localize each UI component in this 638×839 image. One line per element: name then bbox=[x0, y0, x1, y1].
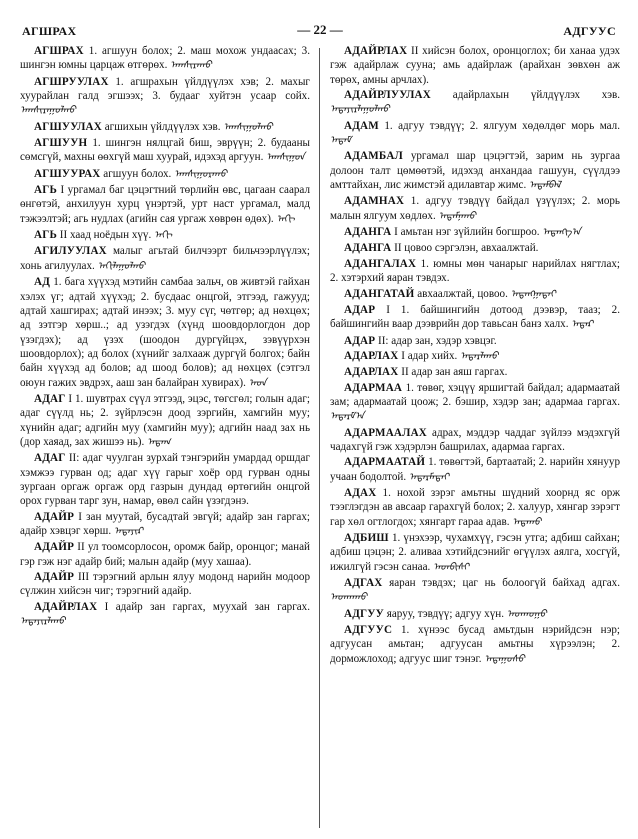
mongolian-script-form: ᠠᠳᠠᠩᠭ᠎ᠠ bbox=[542, 227, 581, 239]
mongolian-script-form: ᠠᠳᠠᠬᠤ bbox=[512, 516, 542, 528]
entry-definition: II адар зан аяш гаргах. bbox=[401, 366, 508, 379]
entry-definition: II цовоо сэргэлэн, авхаалжтай. bbox=[394, 242, 539, 255]
entry-headword: АДАМБАЛ bbox=[344, 150, 403, 163]
entry-headword: АДАЙРЛАХ bbox=[34, 600, 98, 613]
entry-headword: АДАГ bbox=[34, 452, 66, 465]
entry-definition: II: адаг чуулган зурхай тэнгэрийн умардад оршдаг хэмжээ гурван од; адаг хүү гарыг хоёр орд гурван одны зургаан оргаж оргаж орд газрын дундад өртөгийн онцгой орох гурван тарг зун, намар, өвөл сайн үзэгдэнэ. bbox=[20, 452, 310, 508]
mongolian-script-form: ᠠᠭᠰᠢᠭᠤᠨ bbox=[266, 152, 305, 164]
mongolian-script-form: ᠠᠳᠠᠷ bbox=[571, 319, 594, 331]
entry-definition: малыг агьтай билчээрт бильчээрлүүлэх; хонь агилуулах. bbox=[20, 245, 310, 272]
dictionary-entry bbox=[20, 167, 310, 182]
mongolian-script-form: ᠠᠳᠠᠭ bbox=[147, 436, 171, 448]
entry-definition: агшихын үйлдүүлэх хэв. bbox=[104, 120, 221, 133]
mongolian-script-form: ᠠᠳᠠᠷᠯᠠᠬᠤ bbox=[460, 350, 499, 362]
dictionary-entry bbox=[20, 540, 310, 569]
dictionary-entry bbox=[330, 426, 620, 455]
mongolian-script-form: ᠠᠳᠬᠠᠬᠤ bbox=[330, 592, 367, 604]
page-header bbox=[0, 0, 638, 42]
entry-headword: АДАЙРЛАХ bbox=[344, 45, 408, 57]
entry-definition: 1. шингэн нялцгай биш, эврүүн; 2. будааны сөмсгүй, махны өөхгүй маш хуурай, идэхэд аргуун. bbox=[20, 137, 310, 164]
entry-definition: II хаад ноёдын хүү. bbox=[59, 229, 152, 242]
dictionary-entry bbox=[20, 120, 310, 135]
entry-headword: АДАНГА bbox=[344, 242, 392, 255]
right-column bbox=[330, 44, 620, 832]
mongolian-script-form: ᠠᠭᠰᠢᠭᠤᠷᠠᠬᠤ bbox=[174, 168, 227, 180]
entry-headword: АДГАХ bbox=[344, 577, 383, 590]
entry-headword: АДАМ bbox=[344, 119, 379, 132]
entry-headword: АДАХ bbox=[344, 486, 377, 499]
dictionary-entry bbox=[330, 241, 620, 255]
dictionary-entry bbox=[20, 600, 310, 630]
entry-headword: АД bbox=[34, 276, 51, 289]
dictionary-entry bbox=[330, 381, 620, 425]
dictionary-entry bbox=[330, 455, 620, 485]
entry-definition: I амьтан нэг зүйлийн богшроо. bbox=[394, 226, 540, 239]
mongolian-script-form: ᠠᠭᠰᠢᠭᠤᠯᠬᠤ bbox=[223, 121, 273, 133]
entry-definition: I адар хийх. bbox=[401, 349, 458, 362]
entry-headword: АДАНГАЛАХ bbox=[344, 257, 417, 270]
entry-headword: АДАРМАА bbox=[344, 381, 403, 394]
dictionary-entry bbox=[330, 44, 620, 87]
entry-definition: 1. агшрахын үйлдүүлэх хэв; 2. махыг хуурайлан галд эгшээх; 3. будааг хуйтэн усаар сойх. bbox=[20, 75, 310, 103]
entry-definition: 1. хүнээс бусад амьтдын нэрийдсэн нэр; адгуусан амьтан; адгуусан амьтны хүрээлэн; 2. дорможлоход; адгуус шиг тэнэг. bbox=[330, 624, 620, 665]
dictionary-entry bbox=[330, 365, 620, 379]
dictionary-entry bbox=[20, 244, 310, 274]
dictionary-entry bbox=[330, 349, 620, 364]
mongolian-script-form: ᠠᠳᠪᠢᠰᠢ bbox=[433, 561, 470, 573]
entry-headword: АДАМНАХ bbox=[344, 195, 405, 208]
page-number: — 22 — bbox=[297, 22, 343, 37]
entry-definition: 1. төвөг, хэцүү яршигтай байдал; адармаатай зам; адармаатай цоож; 2. бэшир, хэдэр зан; адармаа гаргах. bbox=[330, 381, 620, 408]
entry-headword: АДАРЛАХ bbox=[344, 349, 399, 362]
mongolian-script-form: ᠠᠳᠠᠷᠮᠠᠲᠠᠢ bbox=[408, 471, 449, 483]
dictionary-entry bbox=[330, 303, 620, 333]
entry-definition: агшуун болох. bbox=[103, 167, 172, 180]
entry-headword: АДАР bbox=[344, 334, 376, 347]
entry-headword: АДАР bbox=[344, 303, 376, 316]
dictionary-entry bbox=[20, 75, 310, 119]
dictionary-entry bbox=[330, 88, 620, 118]
entry-headword: АГЬ bbox=[34, 184, 58, 197]
entry-definition: III тэрэгний арлын ялуу модонд нарийн модоор сүлжин хийсэн чиг; тэрэгний адайр. bbox=[20, 571, 310, 598]
dictionary-entry bbox=[20, 136, 310, 166]
entry-definition: 1. төвөгтэй, бартаатай; 2. нарийн хянуур учаан бодолтой. bbox=[330, 456, 620, 483]
left-column bbox=[20, 44, 310, 832]
entry-headword: АДАЙР bbox=[34, 510, 75, 523]
entry-definition: 1. адгуу тэвдүү; 2. ялгуум хөдөлдөг морь мал. bbox=[384, 119, 620, 132]
entry-definition: 1. нохой зэрэг амьтны шүдний хоорнд яс орж тээглэгдэн ав авсаар гарахгүй болох; 2. халуур, хянгар зэрэгт гар хөл огтлогдох; хянгарт гараа адав. bbox=[330, 486, 620, 528]
dictionary-entry bbox=[330, 149, 620, 193]
mongolian-script-form: ᠠᠭᠢ bbox=[154, 230, 173, 242]
mongolian-script-form: ᠠᠳᠠᠶᠢᠷ bbox=[113, 526, 143, 537]
mongolian-script-form: ᠠᠳᠠᠩᠭᠠᠲᠠᠢ bbox=[510, 288, 556, 300]
dictionary-entry bbox=[330, 257, 620, 286]
entry-definition: I ургамал баг цэцэгтний төрлийн өвс, цагаан саарал өнгөтэй, анхилуун хурц үнэртэй, урт наст ургамал, малд тэжээлтэй; агь нудлах (агийн сая ургаж хөврөн өдөх). bbox=[20, 184, 310, 225]
entry-definition: I адайр зан гаргах, муухай зан гаргах. bbox=[104, 600, 310, 613]
entry-definition: 1. үнэхээр, чухамхүү, гэсэн утга; адбиш сайхан; адбиш цэцэн; 2. аливаа хэтийдсэнийг өгүүлэх аялга, хосгүй, ижилгүй гэсэн санаа. bbox=[330, 532, 620, 573]
mongolian-script-form: ᠠᠭᠢ bbox=[276, 213, 295, 225]
running-head-right: АДГУУС bbox=[563, 24, 616, 38]
mongolian-script-form: ᠠᠳᠬᠤᠭᠤ bbox=[506, 608, 547, 620]
dictionary-entry bbox=[330, 607, 620, 622]
entry-headword: АДАЙРЛУУЛАХ bbox=[344, 89, 431, 102]
entry-headword: АДГУУ bbox=[344, 607, 384, 620]
entry-definition: I зан муутай, бусадтай эвгүй; адайр зан гаргах; адайр хэвцэг хөрш. bbox=[20, 510, 310, 537]
entry-definition: адайрлахын үйлдүүлэх хэв. bbox=[452, 89, 620, 102]
dictionary-entry bbox=[330, 531, 620, 575]
mongolian-script-form: ᠠᠳᠠᠮᠨᠠᠬᠤ bbox=[438, 210, 476, 222]
dictionary-entry bbox=[330, 119, 620, 149]
entry-definition: ургамал шар цэцэгтэй, зарим нь зургаа долоон талт цөмөөтэй, идэхэд анхандаа гашуун, сүүлдээ амттайхан, лис жимстэй адилавтар жимс. bbox=[330, 150, 620, 192]
mongolian-script-form: ᠠᠭᠰᠢᠷᠠᠭᠤᠯᠬᠤ bbox=[20, 105, 76, 117]
entry-headword: АДАЙР bbox=[34, 571, 75, 584]
entry-definition: II: адар зан, хэдэр хэвцэг. bbox=[378, 334, 497, 347]
column-divider bbox=[319, 48, 320, 828]
entry-definition: 1. агшуун болох; 2. маш мохож ундаасах; 3. шингэн юмны царцаж өтгөрөх. bbox=[20, 45, 310, 72]
entry-headword: АГШУУЛАХ bbox=[34, 120, 102, 133]
mongolian-script-form: ᠠᠭᠢᠯᠠᠭᠤᠯᠬᠤ bbox=[97, 260, 145, 272]
entry-headword: АДАРЛАХ bbox=[344, 366, 399, 379]
mongolian-script-form: ᠠᠭᠰᠢᠷᠠᠬᠤ bbox=[170, 60, 212, 72]
mongolian-script-form: ᠠᠳᠠᠶᠢᠷᠯᠠᠭᠤᠯᠬᠤ bbox=[330, 104, 390, 116]
dictionary-entry bbox=[330, 576, 620, 606]
dictionary-entry bbox=[330, 486, 620, 530]
entry-definition: I 1. байшингийн дотоод дээвэр, тааз; 2. байшингийн ваар дээврийн дор тавьсан банз халх. bbox=[330, 303, 620, 331]
mongolian-script-form: ᠠᠳᠠᠮᠪᠠᠯ bbox=[529, 180, 561, 192]
dictionary-entry bbox=[20, 44, 310, 74]
dictionary-entry bbox=[20, 451, 310, 508]
entry-definition: яаруу, тэвдүү; адгуу хүн. bbox=[386, 607, 504, 620]
dictionary-entry bbox=[330, 225, 620, 240]
entry-headword: АДАРМААТАЙ bbox=[344, 456, 426, 469]
dictionary-entry bbox=[330, 194, 620, 224]
dictionary-entry bbox=[20, 275, 310, 391]
entry-definition: I 1. шувтрах сүүл этгээд, эцэс, төгсгөл; голын адаг; адаг сүүлд нь; 2. зүйрлэсэн доод зэргийн, хамгийн муу; хүнийн адаг; адгийн муу (хамгийн муу); адгийн наад зах нь (дор хаяад, зах жишээ нь). bbox=[20, 392, 310, 448]
entry-definition: 1. адгуу тэвдүү байдал үзүүлэх; 2. морь малын ялгуум хөдлөх. bbox=[330, 195, 620, 222]
entry-definition: II ул тоомсорлосон, оромж байр, оронцог; манай гэр гэж нэг адайр бий; малын адайр (муу хашаа). bbox=[20, 541, 310, 568]
dictionary-entry bbox=[20, 510, 310, 540]
mongolian-script-form: ᠠᠳᠠᠮ bbox=[330, 135, 352, 147]
entry-headword: АГШУУН bbox=[34, 137, 88, 150]
dictionary-entry bbox=[20, 570, 310, 599]
mongolian-script-form: ᠠᠳᠠᠷᠮ᠎ᠠ bbox=[330, 411, 365, 423]
dictionary-page-body bbox=[20, 44, 620, 832]
entry-headword: АДГУУС bbox=[344, 624, 393, 637]
entry-headword: АДАНГАТАЙ bbox=[344, 287, 415, 300]
mongolian-script-form: ᠠᠳ bbox=[248, 377, 267, 389]
entry-headword: АГИЛУУЛАХ bbox=[34, 245, 107, 258]
dictionary-entry bbox=[330, 287, 620, 302]
dictionary-entry bbox=[330, 623, 620, 667]
entry-definition: адрах, мэддэр чаддаг зүйлээ мэдэхгүй чадахгүй гэж хэдэрлэн башрилах, адармаа гаргах. bbox=[330, 426, 620, 453]
entry-definition: авхаалжтай, цовоо. bbox=[417, 287, 508, 300]
entry-definition: II хийсэн болох, оронцоглох; би ханаа удэх гэж адайрлаж сууна; амь адайрлаж (арайхан зөвхөн аж төрөх, амны арчлах). bbox=[330, 45, 620, 86]
entry-definition: 1. юмны мөн чанарыг нарийлах нягтлах; 2. хэтэрхий яаран тэвдэх. bbox=[330, 257, 620, 285]
dictionary-entry bbox=[330, 334, 620, 348]
entry-definition: 1. бага хүүхэд мэтийн самбаа зальч, ов живтэй гайхан хэлэх үг; адтай хүүхэд; 2. бусдаас онцгой, этгээд, гажууд; адтай хашгирах; адтай инээх; 3. муу сүг, чөтгөр; ад нөхцөх; ад зэтгэр хөрш..; ад узэгдэх (хүнд шоовдорлогдон дор үзэгдэх); ад үзэх (шоодон дургүйцэх, зэвүүрхэн шоовдорлох); ад болох (хүнийг залхааж дургүй болгох; байн байн хүүхэд ад болов; ад шоод болов); ад нөхцөх (сэтгэл оюун гажих эвдрэх, ааш зан балайран хувирах). bbox=[20, 276, 310, 389]
entry-headword: АДАРМААЛАХ bbox=[344, 426, 428, 439]
entry-headword: АГЬ bbox=[34, 229, 58, 242]
dictionary-entry bbox=[20, 228, 310, 243]
dictionary-entry bbox=[20, 183, 310, 227]
entry-headword: АГШРАХ bbox=[34, 45, 84, 57]
running-head-left: АГШРАХ bbox=[22, 24, 77, 38]
dictionary-entry bbox=[20, 392, 310, 450]
entry-definition: яаран тэвдэх; цаг нь болоогүй байхад адгах. bbox=[389, 577, 620, 590]
entry-headword: АДАГ bbox=[34, 392, 66, 405]
entry-headword: АДАНГА bbox=[344, 226, 392, 239]
mongolian-script-form: ᠠᠳᠠᠭᠤᠰᠤ bbox=[484, 653, 525, 665]
entry-headword: АГШРУУЛАХ bbox=[34, 75, 109, 88]
mongolian-script-form: ᠠᠳᠠᠶᠢᠷᠯᠠᠬᠤ bbox=[20, 616, 66, 628]
entry-headword: АДАЙР bbox=[34, 541, 75, 554]
entry-headword: АДБИШ bbox=[344, 532, 389, 544]
entry-headword: АГШУУРАХ bbox=[34, 167, 101, 180]
